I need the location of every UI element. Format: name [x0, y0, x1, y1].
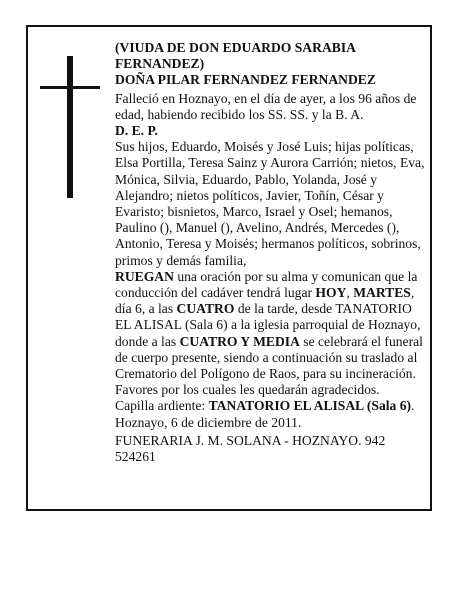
- martes-text: MARTES: [353, 285, 411, 301]
- cuatro-text: CUATRO: [176, 301, 235, 317]
- request-text-1: una oración por su alma y comunican que la conducción del cadáver tendrá lugar: [115, 268, 418, 301]
- widow-line-text: (VIUDA DE DON EDUARDO SARABIA FERNANDEZ): [115, 40, 356, 72]
- deceased-name-text: DOÑA PILAR FERNANDEZ FERNANDEZ: [115, 72, 376, 88]
- chapel-place: TANATORIO EL ALISAL (Sala 6): [208, 398, 412, 414]
- widow-line: [115, 40, 426, 72]
- cross-horizontal-bar: [40, 86, 100, 89]
- obituary-notice: [26, 25, 432, 511]
- request-text-3: , día 6, a las: [115, 285, 415, 317]
- chapel-end: .: [411, 398, 415, 414]
- hoy-text: HOY: [315, 285, 347, 301]
- cross-icon: [40, 56, 100, 198]
- death-notice: Falleció en Hoznayo, en el día de ayer, a los 96 años de edad, habiendo recibido los SS. SS. y la B. A.: [115, 90, 417, 122]
- request-text-4: de la tarde, desde TANATORIO EL ALISAL (Sala 6) a la iglesia parroquial de Hoznayo, donde a las: [115, 301, 421, 349]
- request-text-5: se celebrará el funeral de cuerpo presente, siendo a continuación su traslado al Crematorio del Polígono de Raos, para su incineración. Favores por los cuales les quedarán agradecidos.: [115, 333, 423, 398]
- funeral-home: FUNERARIA J. M. SOLANA - HOZNAYO. 942 524261: [115, 432, 386, 465]
- cuatro-media-text: CUATRO Y MEDIA: [179, 333, 300, 349]
- ruegan-text: RUEGAN: [115, 268, 174, 284]
- notice-text: [115, 40, 426, 465]
- cross-vertical-bar: [67, 56, 73, 198]
- chapel-line: [115, 398, 426, 414]
- rip-text: D. E. P.: [115, 123, 158, 139]
- rip: [115, 123, 426, 139]
- chapel-label: Capilla ardiente:: [115, 398, 209, 414]
- request-text-2: ,: [346, 285, 354, 301]
- funeral-request: [115, 269, 426, 399]
- family-list: Sus hijos, Eduardo, Moisés y José Luis; hijas políticas, Elsa Portilla, Teresa Sainz y Aurora Carrión; nietos, Eva, Mónica, Silvia, Eduardo, Pablo, Yolanda, José y Alejandro; nietos políticos, Javier, Toñín, César y Evaristo; bisnietos, Marco, Israel y Osel; hemanos, Paulino (), Manuel (), Avelino, Andrés, Mercedes (), Antonio, Teresa y Moisés; hermanos políticos, sobrinos, primos y demás familia,: [115, 139, 425, 268]
- place-date: Hoznayo, 6 de diciembre de 2011.: [115, 414, 302, 430]
- deceased-name: [115, 72, 426, 88]
